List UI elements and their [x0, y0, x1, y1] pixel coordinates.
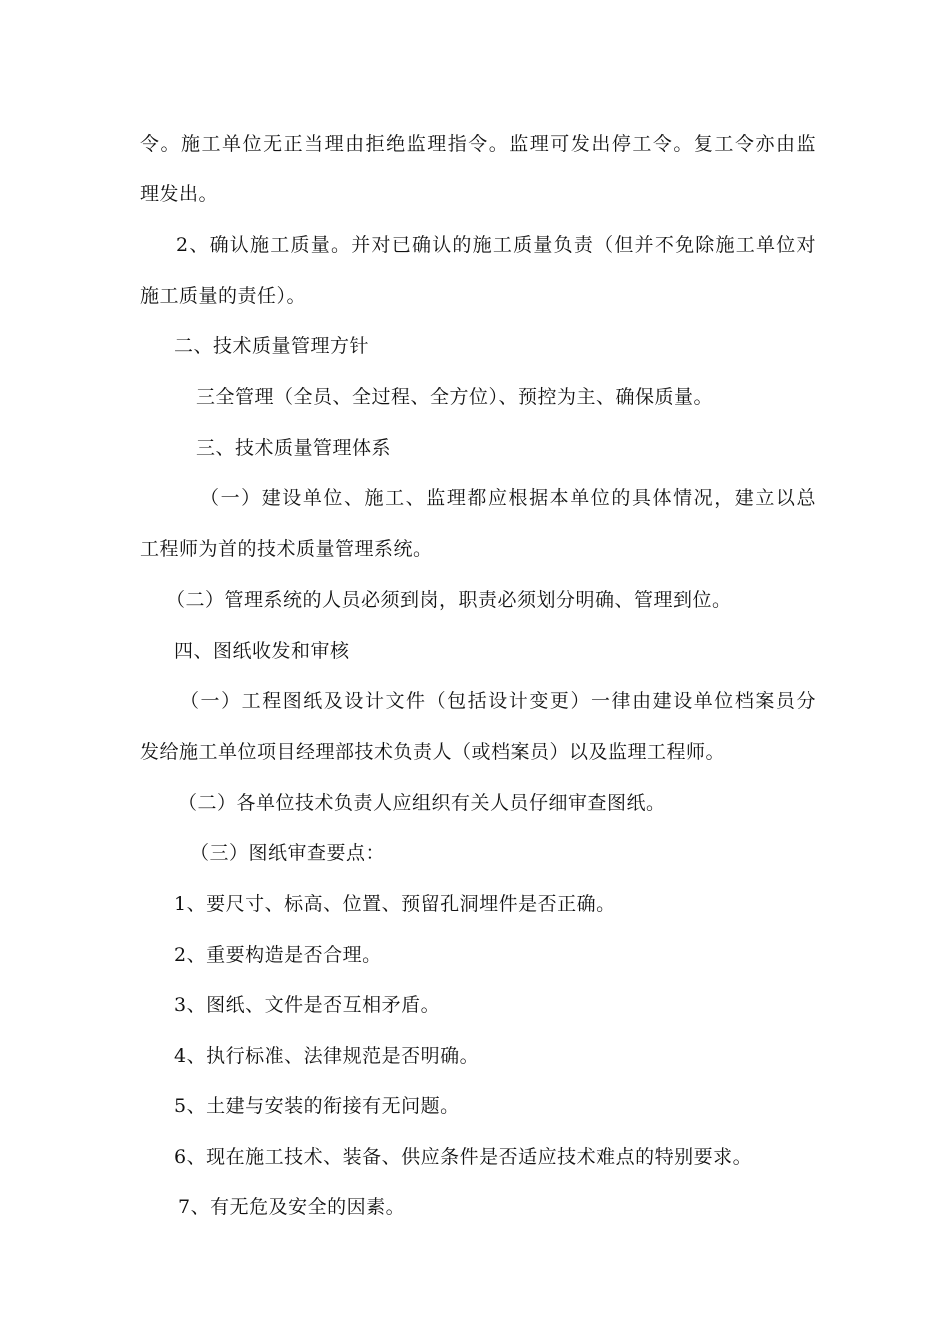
- section-heading: 二、技术质量管理方针: [174, 335, 370, 357]
- list-item: 3、图纸、文件是否互相矛盾。: [174, 994, 441, 1016]
- section-heading: 四、图纸收发和审核: [174, 640, 350, 662]
- list-item: 1、要尺寸、标高、位置、预留孔洞埋件是否正确。: [174, 893, 616, 915]
- paragraph-line: （一）建设单位、施工、监理都应根据本单位的具体情况，建立以总: [200, 487, 816, 509]
- list-item: 6、现在施工技术、装备、供应条件是否适应技术难点的特别要求。: [174, 1146, 753, 1168]
- paragraph-line: 施工质量的责任）。: [140, 285, 307, 307]
- paragraph-line: （三）图纸审查要点：: [190, 842, 386, 864]
- section-heading: 三、技术质量管理体系: [196, 437, 392, 459]
- list-item: 5、土建与安装的衔接有无问题。: [174, 1095, 460, 1117]
- paragraph-line: 2、确认施工质量。并对已确认的施工质量负责（但并不免除施工单位对: [176, 234, 816, 256]
- paragraph-line: （二）管理系统的人员必须到岗，职责必须划分明确、管理到位。: [166, 589, 732, 611]
- paragraph-line: （二）各单位技术负责人应组织有关人员仔细审查图纸。: [178, 792, 666, 814]
- list-item: 7、有无危及安全的因素。: [178, 1196, 406, 1218]
- list-item: 2、重要构造是否合理。: [174, 944, 382, 966]
- paragraph-line: 发给施工单位项目经理部技术负责人（或档案员）以及监理工程师。: [140, 741, 726, 763]
- paragraph-line: 理发出。: [140, 183, 219, 205]
- paragraph-line: 令。施工单位无正当理由拒绝监理指令。监理可发出停工令。复工令亦由监: [140, 133, 816, 155]
- list-item: 4、执行标准、法律规范是否明确。: [174, 1045, 480, 1067]
- paragraph-line: 三全管理（全员、全过程、全方位）、预控为主、确保质量。: [196, 386, 714, 408]
- paragraph-line: 工程师为首的技术质量管理系统。: [140, 538, 433, 560]
- paragraph-line: （一）工程图纸及设计文件（包括设计变更）一律由建设单位档案员分: [180, 690, 816, 712]
